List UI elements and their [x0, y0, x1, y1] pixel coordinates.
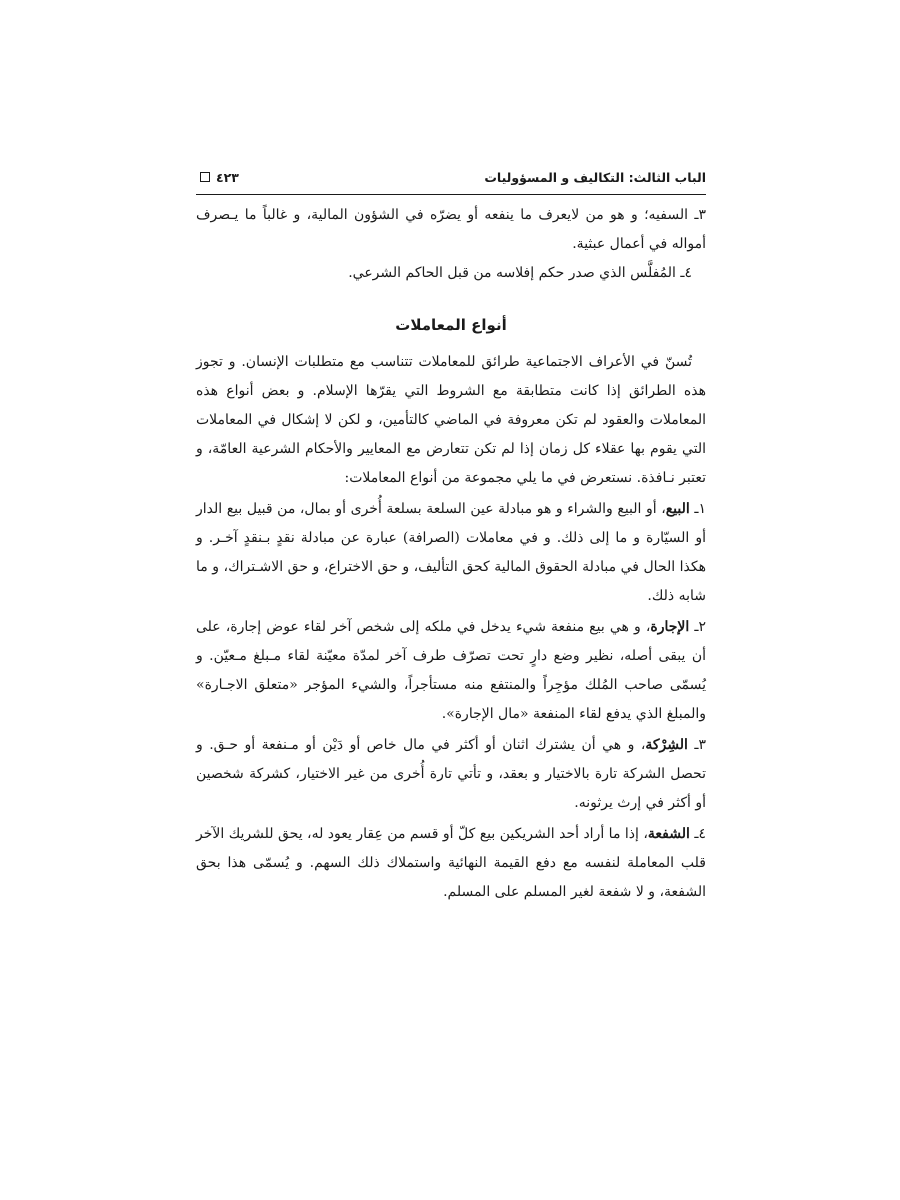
item-term: الشِرْكة — [645, 737, 688, 753]
book-page — [196, 160, 706, 907]
section-intro: تُسنّ في الأعراف الاجتماعية طرائق للمعاملات تتناسب مع متطلبات الإنسان. و تجوز هذه الطرائق إذا كانت متطابقة مع الشروط التي يقرّها الإسلام. و بعض أنواع هذه المعاملات والعقود لم تكن معروفة في الماضي كالتأمين، و لكن لا إشكال في المعاملات التي يقوم بها عقلاء كل زمان إذا لم تكن تتعارض مع المعايير والأحكام الشرعية العامّة، و تعتبر نـافذة. نستعرض في ما يلي مجموعة من أنواع المعاملات: — [196, 354, 706, 486]
running-header — [196, 160, 706, 194]
transaction-item-ijara — [196, 613, 706, 729]
item-text: ، و هي أن يشترك اثنان أو أكثر في مال خاص أو دَيْن أو مـنفعة أو حـق. و تحصل الشركة تارة بالاختيار و بعقد، و تأتي تارة أُخرى من غير الاختيار، كشركة شخصين أو أكثر في إرث يرثونه. — [196, 737, 706, 811]
list-item-safih: ٣ـ السفيه؛ و هو من لايعرف ما ينفعه أو يضرّه في الشؤون المالية، و غالباً ما يـصرف أمواله في أعمال عبثية. — [196, 207, 706, 252]
item-term: الشفعة — [647, 826, 690, 842]
item-term: الإجارة — [650, 619, 690, 635]
item-prefix: ٣ـ — [687, 737, 707, 753]
chapter-title: الباب الثالث: التكاليف و المسؤوليات — [484, 169, 706, 185]
transaction-item-shufa — [196, 820, 706, 907]
page-number-group — [196, 170, 239, 185]
item-prefix: ١ـ — [689, 501, 706, 517]
list-item-muflis: ٤ـ المُفلَّس الذي صدر حكم إفلاسه من قبل الحاكم الشرعي. — [348, 265, 692, 281]
transaction-item-bay — [196, 495, 706, 611]
section-title: أنواع المعاملات — [395, 316, 507, 334]
item-prefix: ٤ـ — [689, 826, 706, 842]
square-box-icon — [200, 172, 210, 182]
page-number: ٤٢٣ — [216, 169, 239, 185]
header-rule — [196, 194, 706, 195]
item-text: ، و هي بيع منفعة شيء يدخل في ملكه إلى شخص آخر لقاء عوض إجارة، على أن يبقى أصله، نظير وضع دارٍ تحت تصرّف طرف آخر لمدّة معيّنة لقاء مـبلغ مـعيّن. و يُسمّى صاحب المُلك مؤجِراً والمنتفع منه مستأجراً، والشيء المؤجر «متعلق الاجـارة» والمبلغ الذي يدفع لقاء المنفعة «مال الإجارة». — [196, 619, 706, 722]
item-prefix: ٢ـ — [689, 619, 706, 635]
item-term: البيع — [665, 501, 690, 517]
item-text: ، أو البيع والشراء و هو مبادلة عين السلعة بسلعة أُخرى أو بمال، من قبيل بيع الدار أو السيّارة و ما إلى ذلك. و في معاملات (الصرافة) عبارة عن مبادلة نقدٍ بـنقدٍ آخـر. و هكذا الحال في مبادلة الحقوق المالية كحق التأليف، و حق الاختراع، و حق الاشـتراك، و ما شابه ذلك. — [196, 501, 706, 604]
item-text: ، إذا ما أراد أحد الشريكين بيع كلّ أو قسم من عِقار يعود له، يحق للشريك الآخر قلب المعاملة لنفسه مع دفع القيمة النهائية واستملاك ذلك السهم. و يُسمّى هذا بحق الشفعة، و لا شفعة لغير المسلم على المسلم. — [196, 826, 706, 900]
transaction-item-shirka — [196, 731, 706, 818]
